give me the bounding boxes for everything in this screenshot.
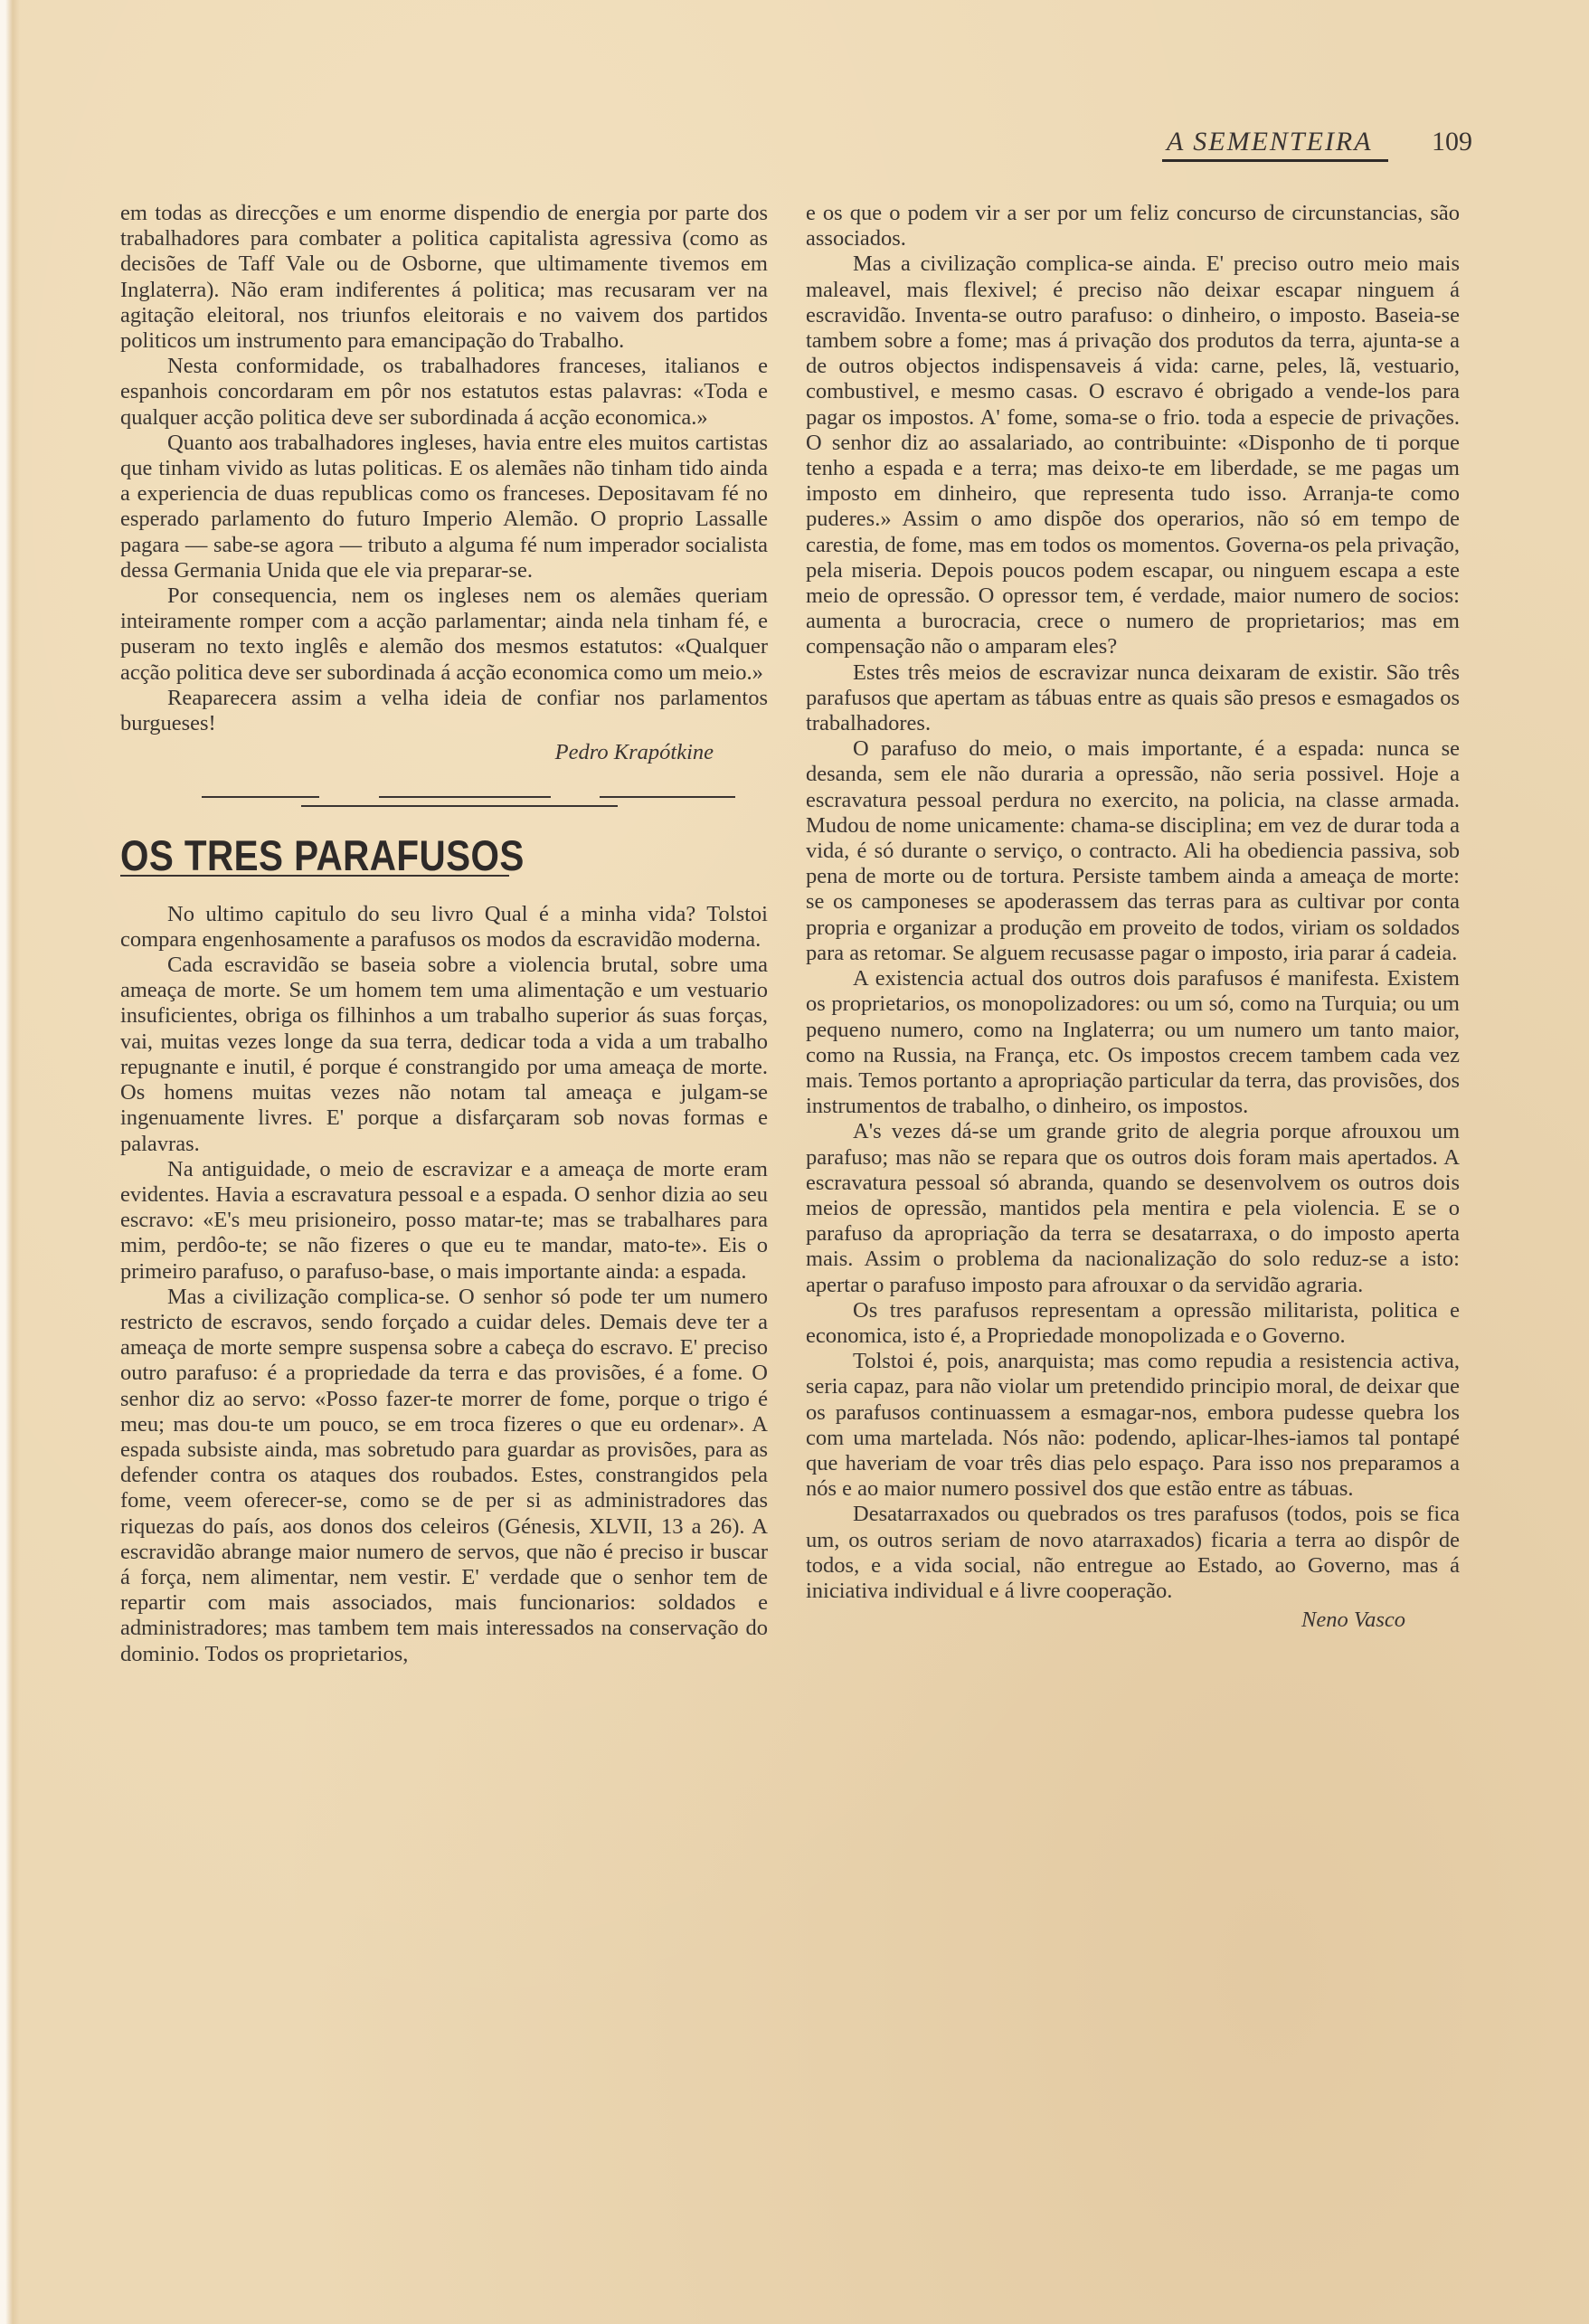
paragraph: e os que o podem vir a ser por um feliz concurso de circunstancias, são associados.: [806, 201, 1460, 251]
paragraph: Quanto aos trabalhadores ingleses, havia entre eles muitos cartistas que tinham vivido as lutas politicas. E os alemães não tinham tido ainda a experiencia de duas republicas como os franceses. Depositavam fé no esperado parlamento do futuro Imperio Alemão. O proprio Lassalle pagara — sabe-se agora — tributo a alguma fé num imperador socialista dessa Germania Unida que ele via preparar-se.: [120, 430, 768, 583]
paragraph: Mas a civilização complica-se ainda. E' preciso outro meio mais maleavel, mais flexivel; é preciso não deixar escapar ninguem á escravidão. Inventa-se outro parafuso: o dinheiro, o imposto. Baseia-se tambem sobre a fome; mas á privação dos produtos da terra, ajunta-se a de outros objectos indispensaveis á vida: carne, peles, lã, vestuario, combustivel, e mesmo casas. O escravo é obrigado a vende-los para pagar os impostos. A' fome, soma-se o frio. toda a especie de privações. O senhor diz ao assalariado, ao contribuinte: «Disponho de ti porque tenho a espada e a terra; mas deixo-te em liberdade, se me pagas um imposto em dinheiro, que representa tudo isso. Arranja-te como puderes.» Assim o amo dispõe dos operarios, não só em tempo de carestia, de fome, mas em todos os momentos. Governa-os pela privação, pela miseria. Depois poucos podem escapar, ou ninguem escapa a este meio de opressão. O opressor tem, é verdade, maior numero de socios: aumenta a burocracia, crece o numero de proprietarios; mas em compensação não o amparam eles?: [806, 251, 1460, 659]
author-signature: Neno Vasco: [1301, 1608, 1405, 1633]
running-head: A SEMENTEIRA: [1167, 127, 1373, 157]
right-column: [806, 201, 1460, 1633]
page-number: 109: [1432, 127, 1472, 157]
paragraph: Cada escravidão se baseia sobre a violencia brutal, sobre uma ameaça de morte. Se um homem tem uma alimentação e um vestuario insuficientes, obriga os filhinhos a um trabalho superior ás suas forças, vai, muitas vezes longe da sua terra, dedicar toda a vida a um trabalho repugnante e inutil, é porque é constrangido por uma ameaça de morte. Os homens muitas vezes não notam tal ameaça e julgam-se ingenuamente livres. E' porque a disfarçaram sob novas formas e palavras.: [120, 953, 768, 1156]
page-edge: [0, 0, 20, 2324]
paragraph: Por consequencia, nem os ingleses nem os alemães queriam inteiramente romper com a acção parlamentar; ainda nela tinham fé, e puseram no texto inglês e alemão dos mesmos estatutos: «Qualquer acção politica deve ser subordinada á acção economica como um meio.»: [120, 583, 768, 685]
paragraph: Tolstoi é, pois, anarquista; mas como repudia a resistencia activa, seria capaz, para não violar um pretendido principio moral, de deixar que os parafusos continuassem a esmagar-nos, embora pudesse quebra los com uma martelada. Nós não: podendo, aplicar-lhes-iamos tal pontapé que haveriam de voar três dias pelo espaço. Para isso nos preparamos a nós e ao maior numero possivel dos que estão entre as tábuas.: [806, 1349, 1460, 1502]
left-column: [120, 201, 768, 1667]
paragraph: em todas as direcções e um enorme dispendio de energia por parte dos trabalhadores para combater a politica capitalista agressiva (como as decisões de Taff Vale ou de Osborne, que ultimamente tivemos em Inglaterra). Não eram indiferentes á politica; mas recusaram ver na agitação eleitoral, nos triunfos eleitorais e no vaivem dos partidos politicos um instrumento para emancipação do Trabalho.: [120, 201, 768, 354]
paragraph: Nesta conformidade, os trabalhadores franceses, italianos e espanhois concordaram em pôr nos estatutos estas palavras: «Toda e qualquer acção politica deve ser subordinada á acção economica.»: [120, 354, 768, 430]
paragraph: A existencia actual dos outros dois parafusos é manifesta. Existem os proprietarios, os monopolizadores: ou um só, como na Turquia; ou um pequeno numero, como na Inglaterra; ou um numero um tanto maior, como na Russia, na França, etc. Os impostos crecem tambem cada vez mais. Temos portanto a apropriação particular da terra, das provisões, dos instrumentos de trabalho, o dinheiro, os impostos.: [806, 966, 1460, 1119]
header-rule: [1162, 159, 1388, 162]
paragraph: Reaparecera assim a velha ideia de confiar nos parlamentos burgueses!: [120, 685, 768, 736]
paragraph: A's vezes dá-se um grande grito de alegria porque afrouxou um parafuso; mas não se repara que os outros dois foram mais apertados. A escravatura pessoal só abranda, quando se desenvolvem os outros dois meios de opressão, mantidos pela mentira e pela violencia. E se o parafuso da apropriação da terra se desatarraxa, o do imposto aperta mais. Assim o problema da nacionalização do solo reduz-se a isto: apertar o parafuso imposto para afrouxar o da servidão agraria.: [806, 1119, 1460, 1297]
paragraph: O parafuso do meio, o mais importante, é a espada: nunca se desanda, sem ele não duraria a opressão, não seria possivel. Hoje a escravatura pessoal perdura no exercito, na policia, na classe armada. Mudou de nome unicamente: chama-se disciplina; em vez de durar toda a vida, é só durante o serviço, o contracto. Ali ha obediencia passiva, sob pena de morte ou de tortura. Persiste tambem ainda a ameaça de morte: se os camponeses se apoderassem das terras para as cultivar por conta propria e organizar a produção em proveito de todos, viriam os soldados para as retomar. Se alguem recusasse pagar o imposto, iria parar á cadeia.: [806, 736, 1460, 965]
author-signature: Pedro Krapótkine: [554, 740, 714, 765]
paragraph: Os tres parafusos representam a opressão militarista, politica e economica, isto é, a Propriedade monopolizada e o Governo.: [806, 1297, 1460, 1348]
paragraph: Desatarraxados ou quebrados os tres parafusos (todos, pois se fica um, os outros seriam de novo atarraxados) ficaria a terra ao dispôr de todos, e a vida social, não entregue ao Estado, ao Governo, mas á iniciativa individual e á livre cooperação.: [806, 1502, 1460, 1603]
paragraph: No ultimo capitulo do seu livro Qual é a minha vida? Tolstoi compara engenhosamente a parafusos os modos da escravidão moderna.: [120, 901, 768, 952]
article-title: OS TRES PARAFUSOS: [120, 831, 525, 880]
paragraph: Mas a civilização complica-se. O senhor só pode ter um numero restricto de escravos, sendo forçado a cuidar deles. Demais deve ter a ameaça de morte sempre suspensa sobre a cabeça do escravo. E' preciso outro parafuso: é a propriedade da terra e das provisões, é a fome. O senhor diz ao servo: «Posso fazer-te morrer de fome, porque o trigo é meu; mas dou-te um pouco, se em troca fizeres o que eu ordenar». A espada subsiste ainda, mas sobretudo para guardar as provisões, para as defender contra os ataques dos roubados. Estes, constrangidos pela fome, veem oferecer-se, como se de per si as administradores das riquezas do país, aos donos dos celeiros (Génesis, XLVII, 13 a 26). A escravidão abrange maior numero de servos, que não é preciso ir buscar á força, nem alimentar, nem vestir. E' verdade que o senhor tem de repartir com mais associados, mais funcionarios: soldados e administradores; mas tambem tem mais interessados na conservação do dominio. Todos os proprietarios,: [120, 1284, 768, 1666]
paragraph: Na antiguidade, o meio de escravizar e a ameaça de morte eram evidentes. Havia a escravatura pessoal e a espada. O senhor dizia ao seu escravo: «E's meu prisioneiro, posso matar-te; mas se trabalhares para mim, perdôo-te; se não fizeres o que eu te mandar, mato-te». Eis o primeiro parafuso, o parafuso-base, o mais importante ainda: a espada.: [120, 1156, 768, 1284]
paragraph: Estes três meios de escravizar nunca deixaram de existir. São três parafusos que apertam as tábuas entre as quais são presos e esmagados os trabalhadores.: [806, 659, 1460, 736]
